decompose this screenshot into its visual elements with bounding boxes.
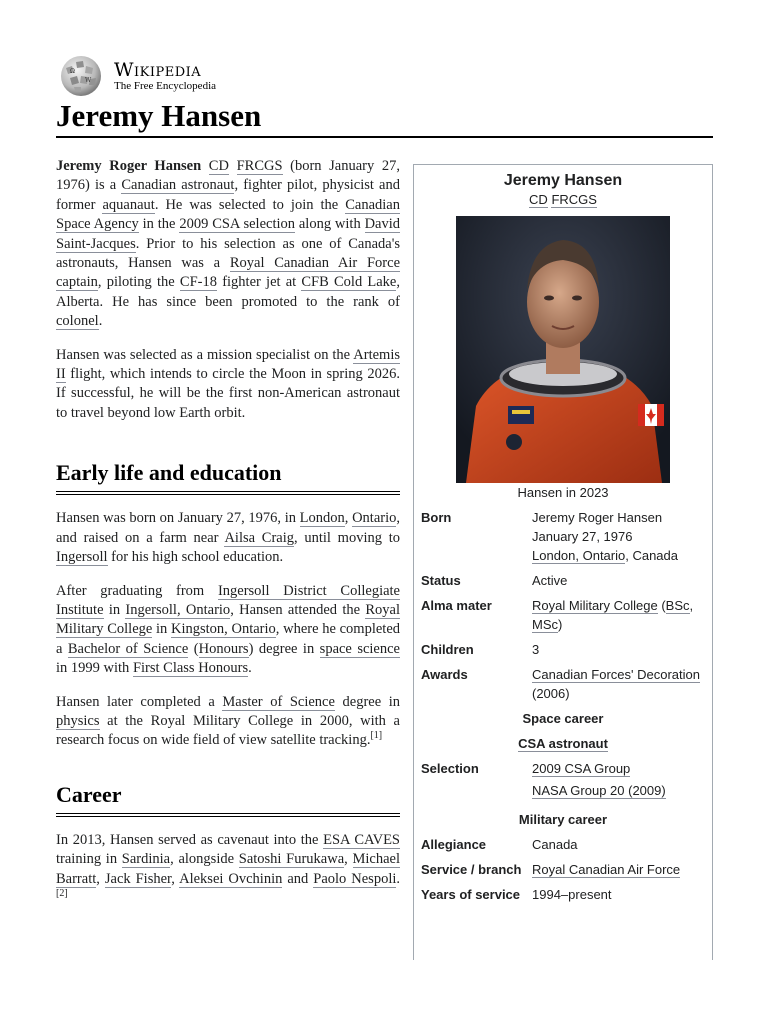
reference-1-link[interactable]: [1] — [370, 730, 383, 742]
colonel-link[interactable]: colonel — [56, 313, 99, 330]
msc-link[interactable]: Master of Science — [222, 693, 335, 710]
aquanaut-link[interactable]: aquanaut — [102, 196, 155, 213]
branch-label: Service / branch — [421, 862, 522, 877]
honours-link[interactable]: Honours — [198, 640, 249, 657]
early-life-paragraph-2: After graduating from Ingersoll District Collegiate Institute in Ingersoll, Ontario, Hansen attended the Royal Military College in Kingston, Ontario, where he completed a Bachelor of Science (Honours) degree in space science in 1999 with First Class Honours. — [56, 582, 401, 677]
ingersoll-ontario-link[interactable]: Ingersoll, Ontario — [125, 601, 231, 618]
frcgs-link[interactable]: FRCGS — [236, 158, 283, 174]
branch-value — [524, 860, 704, 879]
cf18-link[interactable]: CF-18 — [179, 274, 217, 291]
title-divider — [56, 136, 713, 138]
wikipedia-logo[interactable] — [56, 54, 276, 98]
awards-label: Awards — [421, 667, 468, 682]
infobox-cd-link[interactable]: CD — [529, 192, 548, 207]
ailsa-craig-link[interactable]: Ailsa Craig — [224, 529, 294, 546]
cold-lake-link[interactable]: CFB Cold Lake — [301, 274, 397, 291]
svg-text:W: W — [85, 77, 92, 84]
born-place-link[interactable]: London, Ontario — [532, 548, 626, 563]
first-class-link[interactable]: First Class Honours — [132, 660, 249, 677]
nespoli-link[interactable]: Paolo Nespoli — [313, 870, 397, 887]
infobox-row-selection — [414, 759, 712, 800]
csa-link[interactable]: Canadian Space Agency — [56, 196, 400, 233]
children-label: Children — [421, 642, 474, 657]
infobox — [413, 164, 713, 960]
infobox-row-awards — [414, 665, 712, 703]
infobox-row-status — [414, 571, 712, 590]
cd-link[interactable]: CD — [208, 158, 229, 174]
bachelor-link[interactable]: Bachelor of Science — [67, 640, 189, 657]
canadian-astronaut-link[interactable]: Canadian astronaut — [121, 177, 235, 194]
wikipedia-wordmark — [114, 60, 216, 93]
reference-2-link[interactable]: [2] — [56, 888, 68, 900]
article-body — [56, 157, 400, 922]
infobox-row-alma-mater — [414, 596, 712, 634]
furukawa-link[interactable]: Satoshi Furukawa — [238, 851, 345, 868]
alma-mater-value: Royal Military College (BSc, MSc) — [532, 598, 694, 632]
alma-msc-link[interactable]: MSc — [532, 617, 558, 632]
artemis-ii-link[interactable]: Artemis II — [56, 346, 400, 383]
awards-value: Canadian Forces' Decoration (2006) — [532, 667, 700, 701]
ovchinin-link[interactable]: Aleksei Ovchinin — [179, 870, 283, 887]
physics-link[interactable]: physics — [56, 712, 100, 729]
early-life-paragraph-3: Hansen later completed a Master of Science degree in physics at the Royal Military College in 2000, with a research focus on wide field of view satellite tracking.[1] — [56, 693, 400, 749]
infobox-frcgs-link[interactable]: FRCGS — [551, 192, 597, 207]
subject-name: Jeremy Roger Hansen — [56, 158, 202, 174]
born-value: Jeremy Roger Hansen January 27, 1976 London, Ontario, Canada — [532, 510, 678, 563]
alma-rmc-link[interactable]: Royal Military College — [532, 598, 658, 613]
intro-paragraph-2: Hansen was selected as a mission specialist on the Artemis II flight, which intends to circle the Moon in spring 2026. If successful, he will be the first non-American astronaut to travel beyond low Earth orbit. — [56, 346, 400, 421]
status-value: Active — [532, 573, 568, 588]
sardinia-link[interactable]: Sardinia — [121, 851, 171, 868]
infobox-row-children — [414, 640, 712, 659]
early-life-heading: Early life and education — [56, 459, 400, 495]
photo-caption: Hansen in 2023 — [517, 485, 609, 500]
children-value: 3 — [532, 642, 540, 657]
esa-caves-link[interactable]: ESA CAVES — [323, 831, 401, 848]
csa-group-2009-link[interactable]: 2009 CSA Group — [532, 761, 631, 776]
idci-link[interactable]: Ingersoll District Collegiate Institute — [56, 582, 400, 618]
years-label: Years of service — [421, 887, 521, 902]
ingersoll-link[interactable]: Ingersoll — [56, 549, 108, 566]
site-tagline: The Free Encyclopedia — [114, 79, 217, 92]
nasa-group-20-link[interactable]: NASA Group 20 (2009) — [532, 783, 666, 798]
selection-value — [524, 759, 704, 800]
allegiance-value: Canada — [532, 837, 578, 852]
selection-label: Selection — [421, 761, 479, 776]
early-life-paragraph-1: Hansen was born on January 27, 1976, in London, Ontario, and raised on a farm near Ailsa Craig, until moving to Ingersoll for his high school education. — [56, 510, 401, 566]
captain-link[interactable]: captain — [56, 274, 98, 291]
infobox-row-born — [414, 508, 712, 565]
infobox-row-allegiance — [414, 835, 712, 854]
london-link[interactable]: London — [299, 510, 345, 527]
military-career-header: Military career — [518, 812, 608, 827]
rcaf-infobox-link[interactable]: Royal Canadian Air Force — [532, 862, 681, 877]
csa-selection-link[interactable]: 2009 CSA selection — [179, 216, 295, 233]
infobox-title: Jeremy Hansen — [503, 172, 623, 189]
barratt-link[interactable]: Michael Barratt — [56, 851, 401, 887]
alma-bsc-link[interactable]: BSc — [665, 598, 690, 613]
space-science-link[interactable]: space science — [319, 640, 400, 657]
infobox-row-branch — [414, 860, 712, 879]
page-title: Jeremy Hansen — [56, 98, 262, 133]
intro-paragraph-1: Jeremy Roger Hansen CD FRCGS (born January 27, 1976) is a Canadian astronaut, fighter pilot, physicist and former aquanaut. He was selected to join the Canadian Space Agency in the 2009 CSA selection along with David Saint-Jacques. Prior to his selection as one of Canada's astronauts, Hansen was a Royal Canadian Air Force captain, piloting the CF-18 fighter jet at CFB Cold Lake, Alberta. He has since been promoted to the rank of colonel. — [56, 158, 401, 330]
born-label: Born — [421, 510, 452, 525]
csa-astronaut-header[interactable]: CSA astronaut — [518, 736, 608, 751]
rcaf-link[interactable]: Royal Canadian Air Force — [229, 255, 401, 272]
rmc-link[interactable]: Royal Military College — [56, 601, 400, 638]
career-heading: Career — [56, 781, 400, 817]
wikipedia-globe-icon — [56, 54, 106, 98]
ontario-link[interactable]: Ontario — [352, 510, 397, 527]
portrait-photo[interactable] — [456, 216, 670, 483]
infobox-row-years — [414, 885, 712, 904]
status-label: Status — [421, 573, 461, 588]
infobox-honors — [414, 191, 712, 208]
svg-text:Ω: Ω — [70, 68, 75, 75]
cf-decoration-link[interactable]: Canadian Forces' Decoration — [532, 667, 700, 682]
kingston-link[interactable]: Kingston, Ontario — [171, 621, 276, 638]
space-career-header: Space career — [522, 711, 604, 726]
site-name: Wikipedia — [114, 58, 202, 81]
allegiance-label: Allegiance — [421, 837, 487, 852]
years-value: 1994–present — [532, 887, 612, 902]
fisher-link[interactable]: Jack Fisher — [104, 870, 172, 887]
saint-jacques-link[interactable]: David Saint-Jacques — [56, 216, 400, 252]
alma-mater-label: Alma mater — [421, 598, 492, 613]
career-paragraph-1: In 2013, Hansen served as cavenaut into the ESA CAVES training in Sardinia, alongside Satoshi Furukawa, Michael Barratt, Jack Fisher, Aleksei Ovchinin and Paolo Nespoli.[2] — [56, 831, 401, 900]
